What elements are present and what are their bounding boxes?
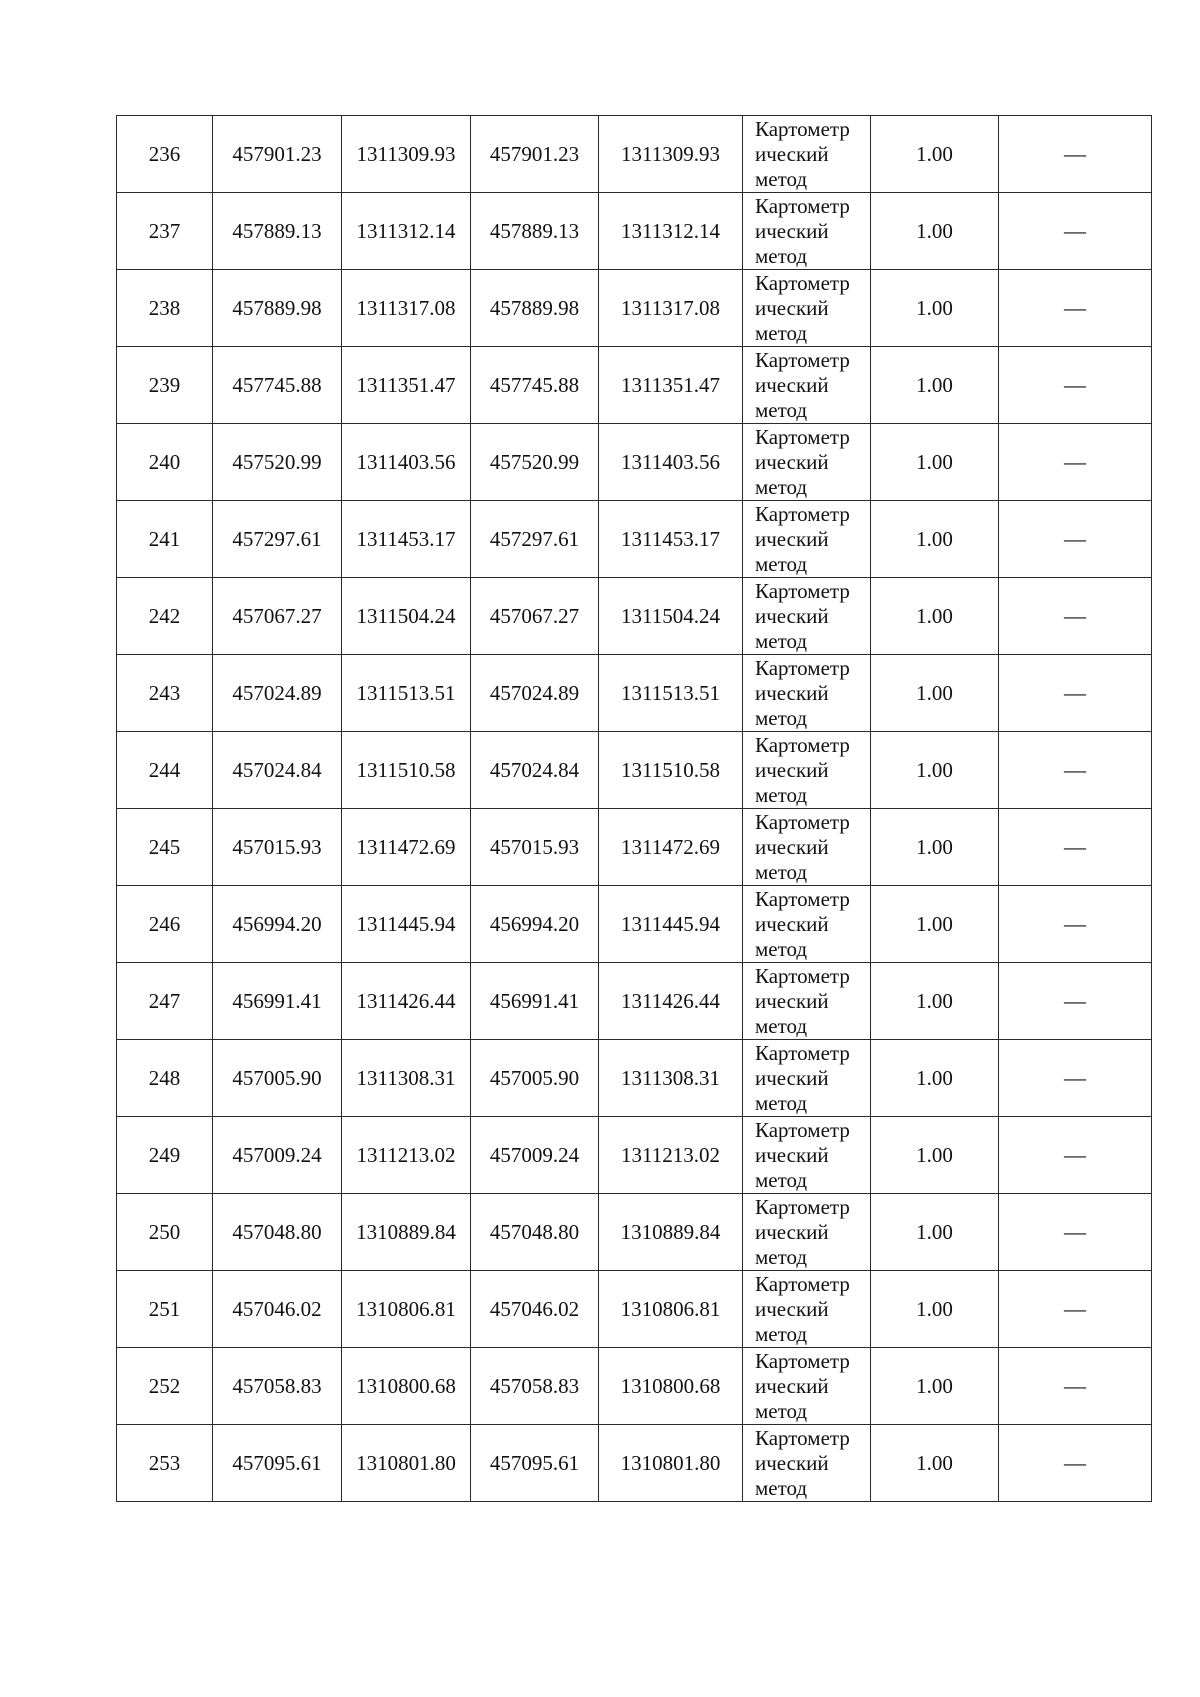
method-cell: Картометр ический метод — [743, 270, 871, 347]
existing-x-cell: 457015.93 — [213, 809, 342, 886]
point-number-cell: 238 — [117, 270, 213, 347]
point-number-cell: 249 — [117, 1117, 213, 1194]
existing-x-cell: 457745.88 — [213, 347, 342, 424]
existing-x-cell: 457005.90 — [213, 1040, 342, 1117]
refined-x-cell: 457024.89 — [471, 655, 599, 732]
point-number-cell: 237 — [117, 193, 213, 270]
existing-x-cell: 457095.61 — [213, 1425, 342, 1502]
method-cell: Картометр ический метод — [743, 578, 871, 655]
accuracy-cell: 1.00 — [871, 1348, 999, 1425]
refined-x-cell: 457009.24 — [471, 1117, 599, 1194]
refined-x-cell: 456994.20 — [471, 886, 599, 963]
existing-y-cell: 1310800.68 — [342, 1348, 471, 1425]
existing-x-cell: 457048.80 — [213, 1194, 342, 1271]
existing-y-cell: 1311317.08 — [342, 270, 471, 347]
refined-y-cell: 1311317.08 — [599, 270, 743, 347]
table-row — [117, 501, 1152, 578]
coordinates-table — [116, 115, 1152, 1502]
existing-x-cell: 457297.61 — [213, 501, 342, 578]
refined-x-cell: 456991.41 — [471, 963, 599, 1040]
existing-y-cell: 1311472.69 — [342, 809, 471, 886]
accuracy-cell: 1.00 — [871, 732, 999, 809]
table-row — [117, 655, 1152, 732]
table-row — [117, 1194, 1152, 1271]
existing-y-cell: 1311308.31 — [342, 1040, 471, 1117]
existing-y-cell: 1311309.93 — [342, 116, 471, 193]
refined-x-cell: 457745.88 — [471, 347, 599, 424]
method-cell: Картометр ический метод — [743, 655, 871, 732]
existing-y-cell: 1310806.81 — [342, 1271, 471, 1348]
existing-x-cell: 457024.84 — [213, 732, 342, 809]
accuracy-cell: 1.00 — [871, 1040, 999, 1117]
refined-y-cell: 1311513.51 — [599, 655, 743, 732]
point-number-cell: 246 — [117, 886, 213, 963]
note-cell: — — [999, 501, 1152, 578]
method-cell: Картометр ический метод — [743, 886, 871, 963]
accuracy-cell: 1.00 — [871, 270, 999, 347]
existing-x-cell: 457901.23 — [213, 116, 342, 193]
existing-y-cell: 1311453.17 — [342, 501, 471, 578]
accuracy-cell: 1.00 — [871, 1117, 999, 1194]
note-cell: — — [999, 963, 1152, 1040]
point-number-cell: 244 — [117, 732, 213, 809]
refined-x-cell: 457024.84 — [471, 732, 599, 809]
table-row — [117, 193, 1152, 270]
refined-x-cell: 457520.99 — [471, 424, 599, 501]
refined-x-cell: 457058.83 — [471, 1348, 599, 1425]
method-cell: Картометр ический метод — [743, 1425, 871, 1502]
point-number-cell: 252 — [117, 1348, 213, 1425]
refined-y-cell: 1311213.02 — [599, 1117, 743, 1194]
note-cell: — — [999, 347, 1152, 424]
existing-x-cell: 457520.99 — [213, 424, 342, 501]
refined-y-cell: 1310800.68 — [599, 1348, 743, 1425]
refined-x-cell: 457297.61 — [471, 501, 599, 578]
existing-x-cell: 457009.24 — [213, 1117, 342, 1194]
refined-y-cell: 1310806.81 — [599, 1271, 743, 1348]
table-row — [117, 732, 1152, 809]
method-cell: Картометр ический метод — [743, 1348, 871, 1425]
existing-x-cell: 457889.98 — [213, 270, 342, 347]
method-cell: Картометр ический метод — [743, 732, 871, 809]
refined-x-cell: 457901.23 — [471, 116, 599, 193]
point-number-cell: 251 — [117, 1271, 213, 1348]
point-number-cell: 240 — [117, 424, 213, 501]
note-cell: — — [999, 1271, 1152, 1348]
refined-y-cell: 1311309.93 — [599, 116, 743, 193]
method-cell: Картометр ический метод — [743, 193, 871, 270]
document-page — [116, 115, 1151, 1502]
existing-x-cell: 457058.83 — [213, 1348, 342, 1425]
note-cell: — — [999, 578, 1152, 655]
existing-y-cell: 1311445.94 — [342, 886, 471, 963]
existing-y-cell: 1311213.02 — [342, 1117, 471, 1194]
note-cell: — — [999, 116, 1152, 193]
existing-y-cell: 1311513.51 — [342, 655, 471, 732]
existing-x-cell: 457046.02 — [213, 1271, 342, 1348]
refined-x-cell: 457048.80 — [471, 1194, 599, 1271]
existing-x-cell: 456994.20 — [213, 886, 342, 963]
accuracy-cell: 1.00 — [871, 501, 999, 578]
existing-x-cell: 456991.41 — [213, 963, 342, 1040]
table-row — [117, 1117, 1152, 1194]
refined-x-cell: 457046.02 — [471, 1271, 599, 1348]
table-row — [117, 578, 1152, 655]
note-cell: — — [999, 809, 1152, 886]
accuracy-cell: 1.00 — [871, 963, 999, 1040]
method-cell: Картометр ический метод — [743, 963, 871, 1040]
note-cell: — — [999, 1425, 1152, 1502]
note-cell: — — [999, 424, 1152, 501]
note-cell: — — [999, 193, 1152, 270]
point-number-cell: 245 — [117, 809, 213, 886]
table-body — [117, 116, 1152, 1502]
table-row — [117, 424, 1152, 501]
table-row — [117, 1271, 1152, 1348]
accuracy-cell: 1.00 — [871, 424, 999, 501]
method-cell: Картометр ический метод — [743, 501, 871, 578]
table-row — [117, 1348, 1152, 1425]
note-cell: — — [999, 270, 1152, 347]
refined-y-cell: 1311308.31 — [599, 1040, 743, 1117]
note-cell: — — [999, 886, 1152, 963]
existing-x-cell: 457024.89 — [213, 655, 342, 732]
point-number-cell: 247 — [117, 963, 213, 1040]
accuracy-cell: 1.00 — [871, 1425, 999, 1502]
point-number-cell: 239 — [117, 347, 213, 424]
note-cell: — — [999, 655, 1152, 732]
table-row — [117, 1425, 1152, 1502]
refined-y-cell: 1310801.80 — [599, 1425, 743, 1502]
existing-y-cell: 1311403.56 — [342, 424, 471, 501]
note-cell: — — [999, 1194, 1152, 1271]
refined-y-cell: 1311504.24 — [599, 578, 743, 655]
existing-y-cell: 1311504.24 — [342, 578, 471, 655]
existing-x-cell: 457889.13 — [213, 193, 342, 270]
existing-y-cell: 1311312.14 — [342, 193, 471, 270]
accuracy-cell: 1.00 — [871, 886, 999, 963]
method-cell: Картометр ический метод — [743, 1117, 871, 1194]
point-number-cell: 250 — [117, 1194, 213, 1271]
existing-y-cell: 1310889.84 — [342, 1194, 471, 1271]
existing-y-cell: 1311426.44 — [342, 963, 471, 1040]
refined-x-cell: 457889.13 — [471, 193, 599, 270]
refined-y-cell: 1311445.94 — [599, 886, 743, 963]
accuracy-cell: 1.00 — [871, 1194, 999, 1271]
point-number-cell: 253 — [117, 1425, 213, 1502]
method-cell: Картометр ический метод — [743, 347, 871, 424]
refined-x-cell: 457015.93 — [471, 809, 599, 886]
method-cell: Картометр ический метод — [743, 116, 871, 193]
table-row — [117, 270, 1152, 347]
point-number-cell: 241 — [117, 501, 213, 578]
existing-y-cell: 1310801.80 — [342, 1425, 471, 1502]
refined-x-cell: 457005.90 — [471, 1040, 599, 1117]
existing-y-cell: 1311351.47 — [342, 347, 471, 424]
point-number-cell: 243 — [117, 655, 213, 732]
note-cell: — — [999, 1040, 1152, 1117]
accuracy-cell: 1.00 — [871, 655, 999, 732]
existing-x-cell: 457067.27 — [213, 578, 342, 655]
refined-y-cell: 1311426.44 — [599, 963, 743, 1040]
method-cell: Картометр ический метод — [743, 1271, 871, 1348]
table-row — [117, 886, 1152, 963]
point-number-cell: 248 — [117, 1040, 213, 1117]
method-cell: Картометр ический метод — [743, 1040, 871, 1117]
method-cell: Картометр ический метод — [743, 424, 871, 501]
accuracy-cell: 1.00 — [871, 193, 999, 270]
accuracy-cell: 1.00 — [871, 116, 999, 193]
note-cell: — — [999, 1117, 1152, 1194]
table-row — [117, 347, 1152, 424]
table-row — [117, 1040, 1152, 1117]
existing-y-cell: 1311510.58 — [342, 732, 471, 809]
refined-x-cell: 457889.98 — [471, 270, 599, 347]
refined-y-cell: 1311351.47 — [599, 347, 743, 424]
note-cell: — — [999, 732, 1152, 809]
refined-y-cell: 1311403.56 — [599, 424, 743, 501]
method-cell: Картометр ический метод — [743, 809, 871, 886]
accuracy-cell: 1.00 — [871, 1271, 999, 1348]
accuracy-cell: 1.00 — [871, 578, 999, 655]
refined-x-cell: 457067.27 — [471, 578, 599, 655]
accuracy-cell: 1.00 — [871, 809, 999, 886]
table-row — [117, 809, 1152, 886]
accuracy-cell: 1.00 — [871, 347, 999, 424]
refined-y-cell: 1311312.14 — [599, 193, 743, 270]
refined-x-cell: 457095.61 — [471, 1425, 599, 1502]
note-cell: — — [999, 1348, 1152, 1425]
table-row — [117, 963, 1152, 1040]
refined-y-cell: 1311510.58 — [599, 732, 743, 809]
table-row — [117, 116, 1152, 193]
refined-y-cell: 1310889.84 — [599, 1194, 743, 1271]
point-number-cell: 236 — [117, 116, 213, 193]
point-number-cell: 242 — [117, 578, 213, 655]
method-cell: Картометр ический метод — [743, 1194, 871, 1271]
refined-y-cell: 1311453.17 — [599, 501, 743, 578]
refined-y-cell: 1311472.69 — [599, 809, 743, 886]
